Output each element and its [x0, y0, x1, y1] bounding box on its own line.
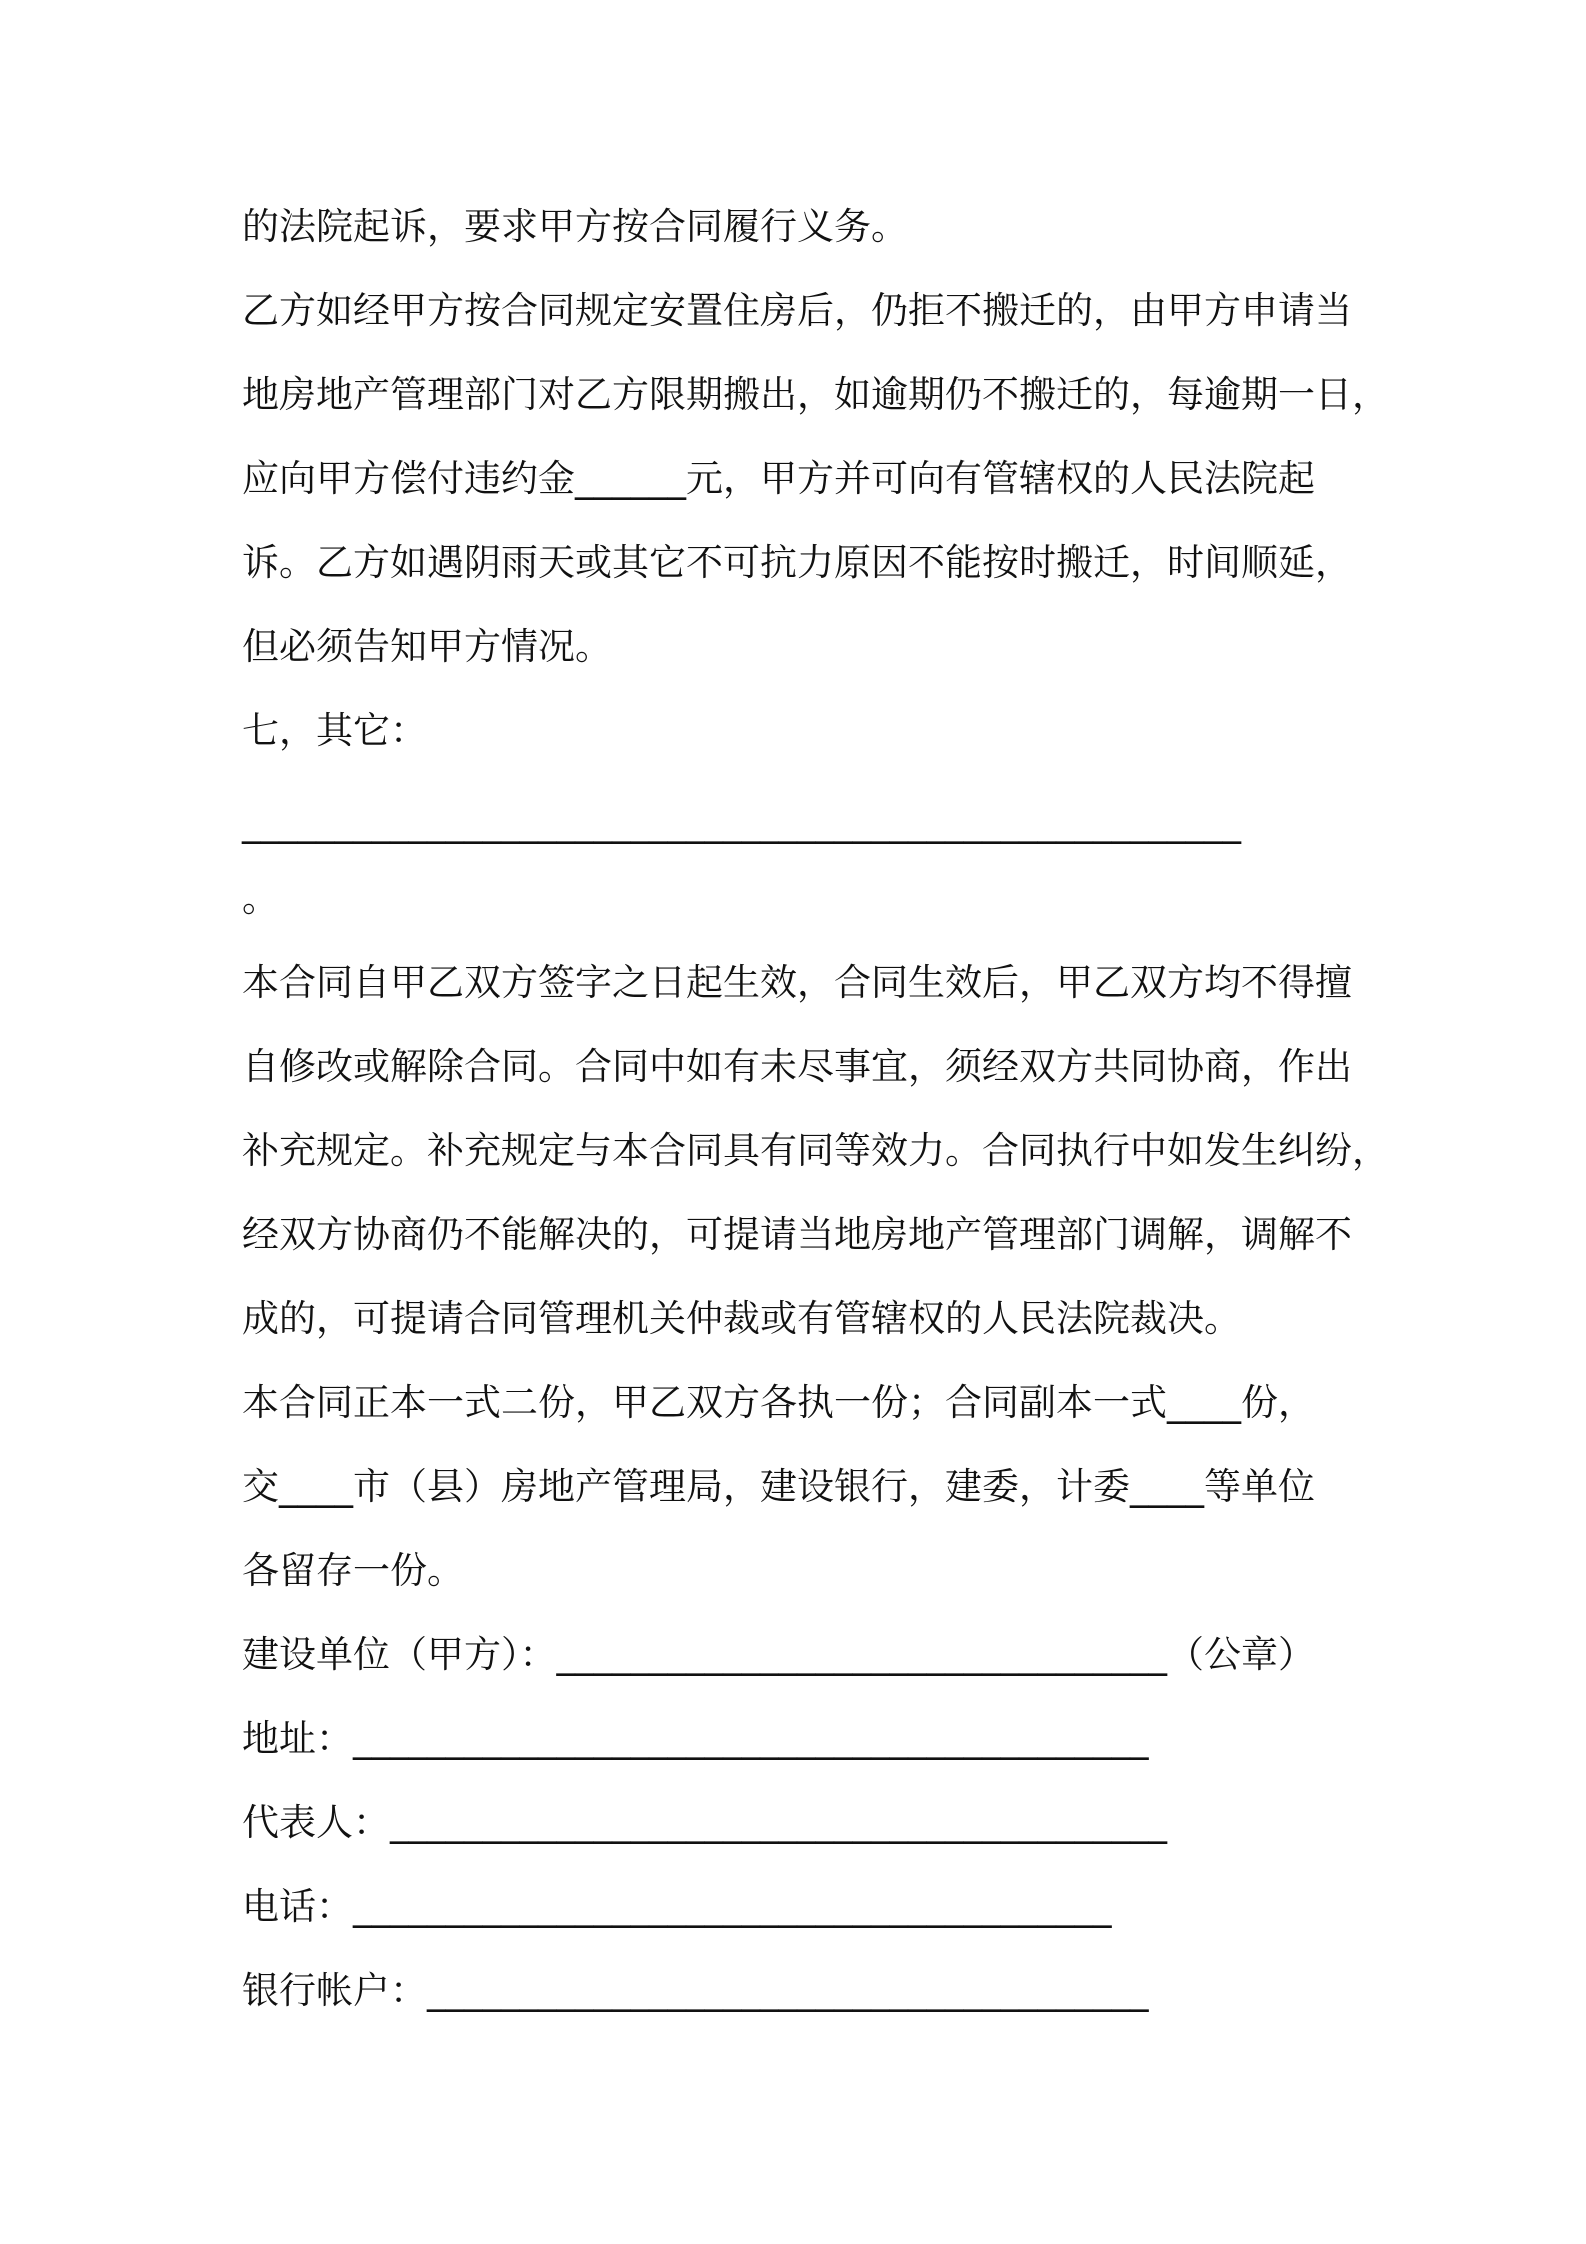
- text-line: 各留存一份。: [242, 1549, 464, 1592]
- text-line: 诉。乙方如遇阴雨天或其它不可抗力原因不能按时搬迁，时间顺延，: [242, 541, 1352, 584]
- section-heading: 七，其它：: [242, 709, 427, 752]
- text-line: 乙方如经甲方按合同规定安置住房后，仍拒不搬迁的，由甲方申请当: [242, 289, 1352, 332]
- text-line: 地房地产管理部门对乙方限期搬出，如逾期仍不搬迁的，每逾期一日，: [242, 373, 1389, 416]
- signature-field-bank-account: 银行帐户：_______________________________________: [242, 1969, 1149, 2012]
- text-line: 本合同正本一式二份，甲乙双方各执一份；合同副本一式____份，: [242, 1381, 1315, 1424]
- signature-field-address: 地址：___________________________________________: [242, 1717, 1149, 1760]
- blank-fill-line: ______________________________________________________: [242, 801, 1241, 844]
- text-line: 补充规定。补充规定与本合同具有同等效力。合同执行中如发生纠纷，: [242, 1129, 1389, 1172]
- text-line: 的法院起诉，要求甲方按合同履行义务。: [242, 205, 908, 248]
- signature-field-phone: 电话：_________________________________________: [242, 1885, 1112, 1928]
- text-line: 。: [242, 877, 279, 920]
- text-line: 交____市（县）房地产管理局，建设银行，建委，计委____等单位: [242, 1465, 1315, 1508]
- text-line: 但必须告知甲方情况。: [242, 625, 612, 668]
- text-line: 本合同自甲乙双方签字之日起生效，合同生效后，甲乙双方均不得擅: [242, 961, 1352, 1004]
- text-line: 成的，可提请合同管理机关仲裁或有管辖权的人民法院裁决。: [242, 1297, 1241, 1340]
- signature-field-party-a: 建设单位（甲方）：_________________________________（公章）: [242, 1633, 1315, 1676]
- text-line: 经双方协商仍不能解决的，可提请当地房地产管理部门调解，调解不: [242, 1213, 1352, 1256]
- text-line: 自修改或解除合同。合同中如有未尽事宜，须经双方共同协商，作出: [242, 1045, 1352, 1088]
- signature-field-representative: 代表人：__________________________________________: [242, 1801, 1167, 1844]
- text-line: 应向甲方偿付违约金______元，甲方并可向有管辖权的人民法院起: [242, 457, 1315, 500]
